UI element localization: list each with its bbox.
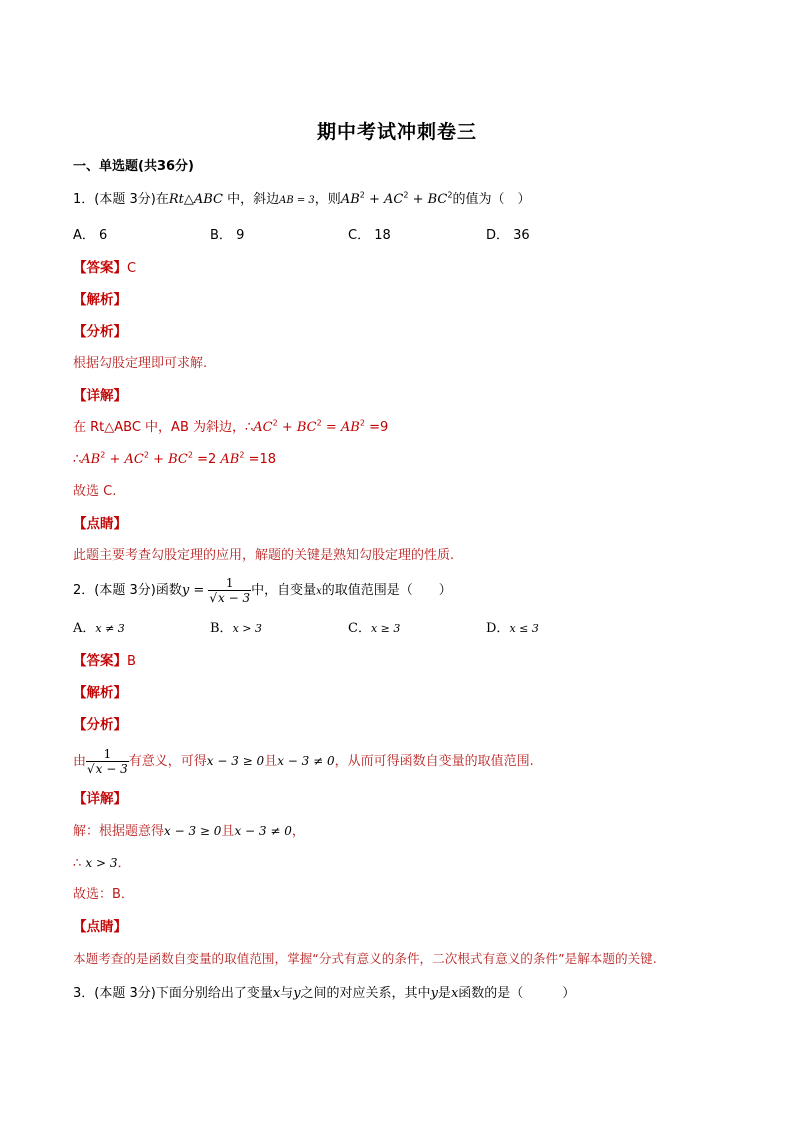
question-1-fenxi-label: 【分析】 (73, 324, 127, 340)
question-1-dianjing-label: 【点睛】 (73, 516, 127, 532)
fraction: $\frac{1}{√x - 3}$ (209, 575, 251, 605)
question-1-analysis-label: 【解析】 (73, 292, 127, 308)
question-1-answer: 【答案】C (73, 260, 137, 276)
question-1-option-d[interactable]: D． 36 (486, 228, 530, 243)
question-2-option-a[interactable]: A．x ≠ 3 (73, 621, 125, 636)
question-1-detail-line-2: $\therefore AB^2 + AC^2 + BC^2 =2$ $AB^2 =18$ (73, 450, 277, 467)
question-2-fenxi-label: 【分析】 (73, 717, 127, 733)
question-2-conclusion: 故选：B． (73, 887, 134, 902)
question-1-option-b[interactable]: B． 9 (210, 228, 245, 243)
question-2-analysis-label: 【解析】 (73, 685, 127, 701)
question-2-option-d[interactable]: D．x ≤ 3 (486, 621, 539, 636)
section-heading: 一、单选题(共36分) (73, 159, 194, 174)
question-1-option-c[interactable]: C． 18 (348, 228, 391, 243)
question-2-answer: 【答案】B (73, 653, 136, 669)
question-1-dianjing-text: 此题主要考查勾股定理的应用，解题的关键是熟知勾股定理的性质. (73, 548, 455, 563)
question-2-dianjing-label: 【点睛】 (73, 919, 127, 935)
question-2-detail-line-2: ∴ x > 3． (73, 856, 131, 871)
question-2-detail-label: 【详解】 (73, 791, 127, 807)
question-1-option-a[interactable]: A． 6 (73, 228, 108, 243)
fraction: $\frac{1}{√x - 3}$ (87, 746, 128, 776)
question-2-detail-line-1: 解：根据题意得x − 3 ≥ 0且x − 3 ≠ 0， (73, 824, 305, 839)
question-2-dianjing-text: 本题考查的是函数自变量的取值范围，掌握“分式有意义的条件，二次根式有意义的条件”是解本题的关键. (73, 951, 657, 966)
question-1-detail-label: 【详解】 (73, 388, 127, 404)
question-1-detail-line-1: 在 Rt△ABC 中，AB 为斜边，$\therefore AC^2 + BC^2 = AB^2 =9$ (73, 418, 389, 435)
question-2-option-b[interactable]: B．x > 3 (210, 621, 262, 636)
question-3-stem: 3．(本题 3分)下面分别给出了变量x与y之间的对应关系，其中y是x函数的是（ ） (73, 986, 576, 1001)
question-2-option-c[interactable]: C．x ≥ 3 (348, 621, 401, 636)
question-2-stem: 2．(本题 3分)函数y = $\frac{1}{√x - 3}$ 中，自变量x的取值范围是（ ） (73, 575, 452, 605)
question-2-fenxi-text: 由 $\frac{1}{√x - 3}$ 有意义，可得x − 3 ≥ 0且x − 3 ≠ 0，从而可得函数自变量的取值范围. (73, 746, 534, 776)
page-title: 期中考试冲刺卷三 (316, 121, 477, 143)
question-1-conclusion: 故选 C. (73, 484, 117, 499)
question-1-stem: 1．(本题 3分)在Rt△ABC 中，斜边AB = 3，则$AB^2 + AC^2 + BC^2$的值为（ ） (73, 190, 531, 207)
question-1-fenxi-text: 根据勾股定理即可求解. (73, 356, 208, 371)
